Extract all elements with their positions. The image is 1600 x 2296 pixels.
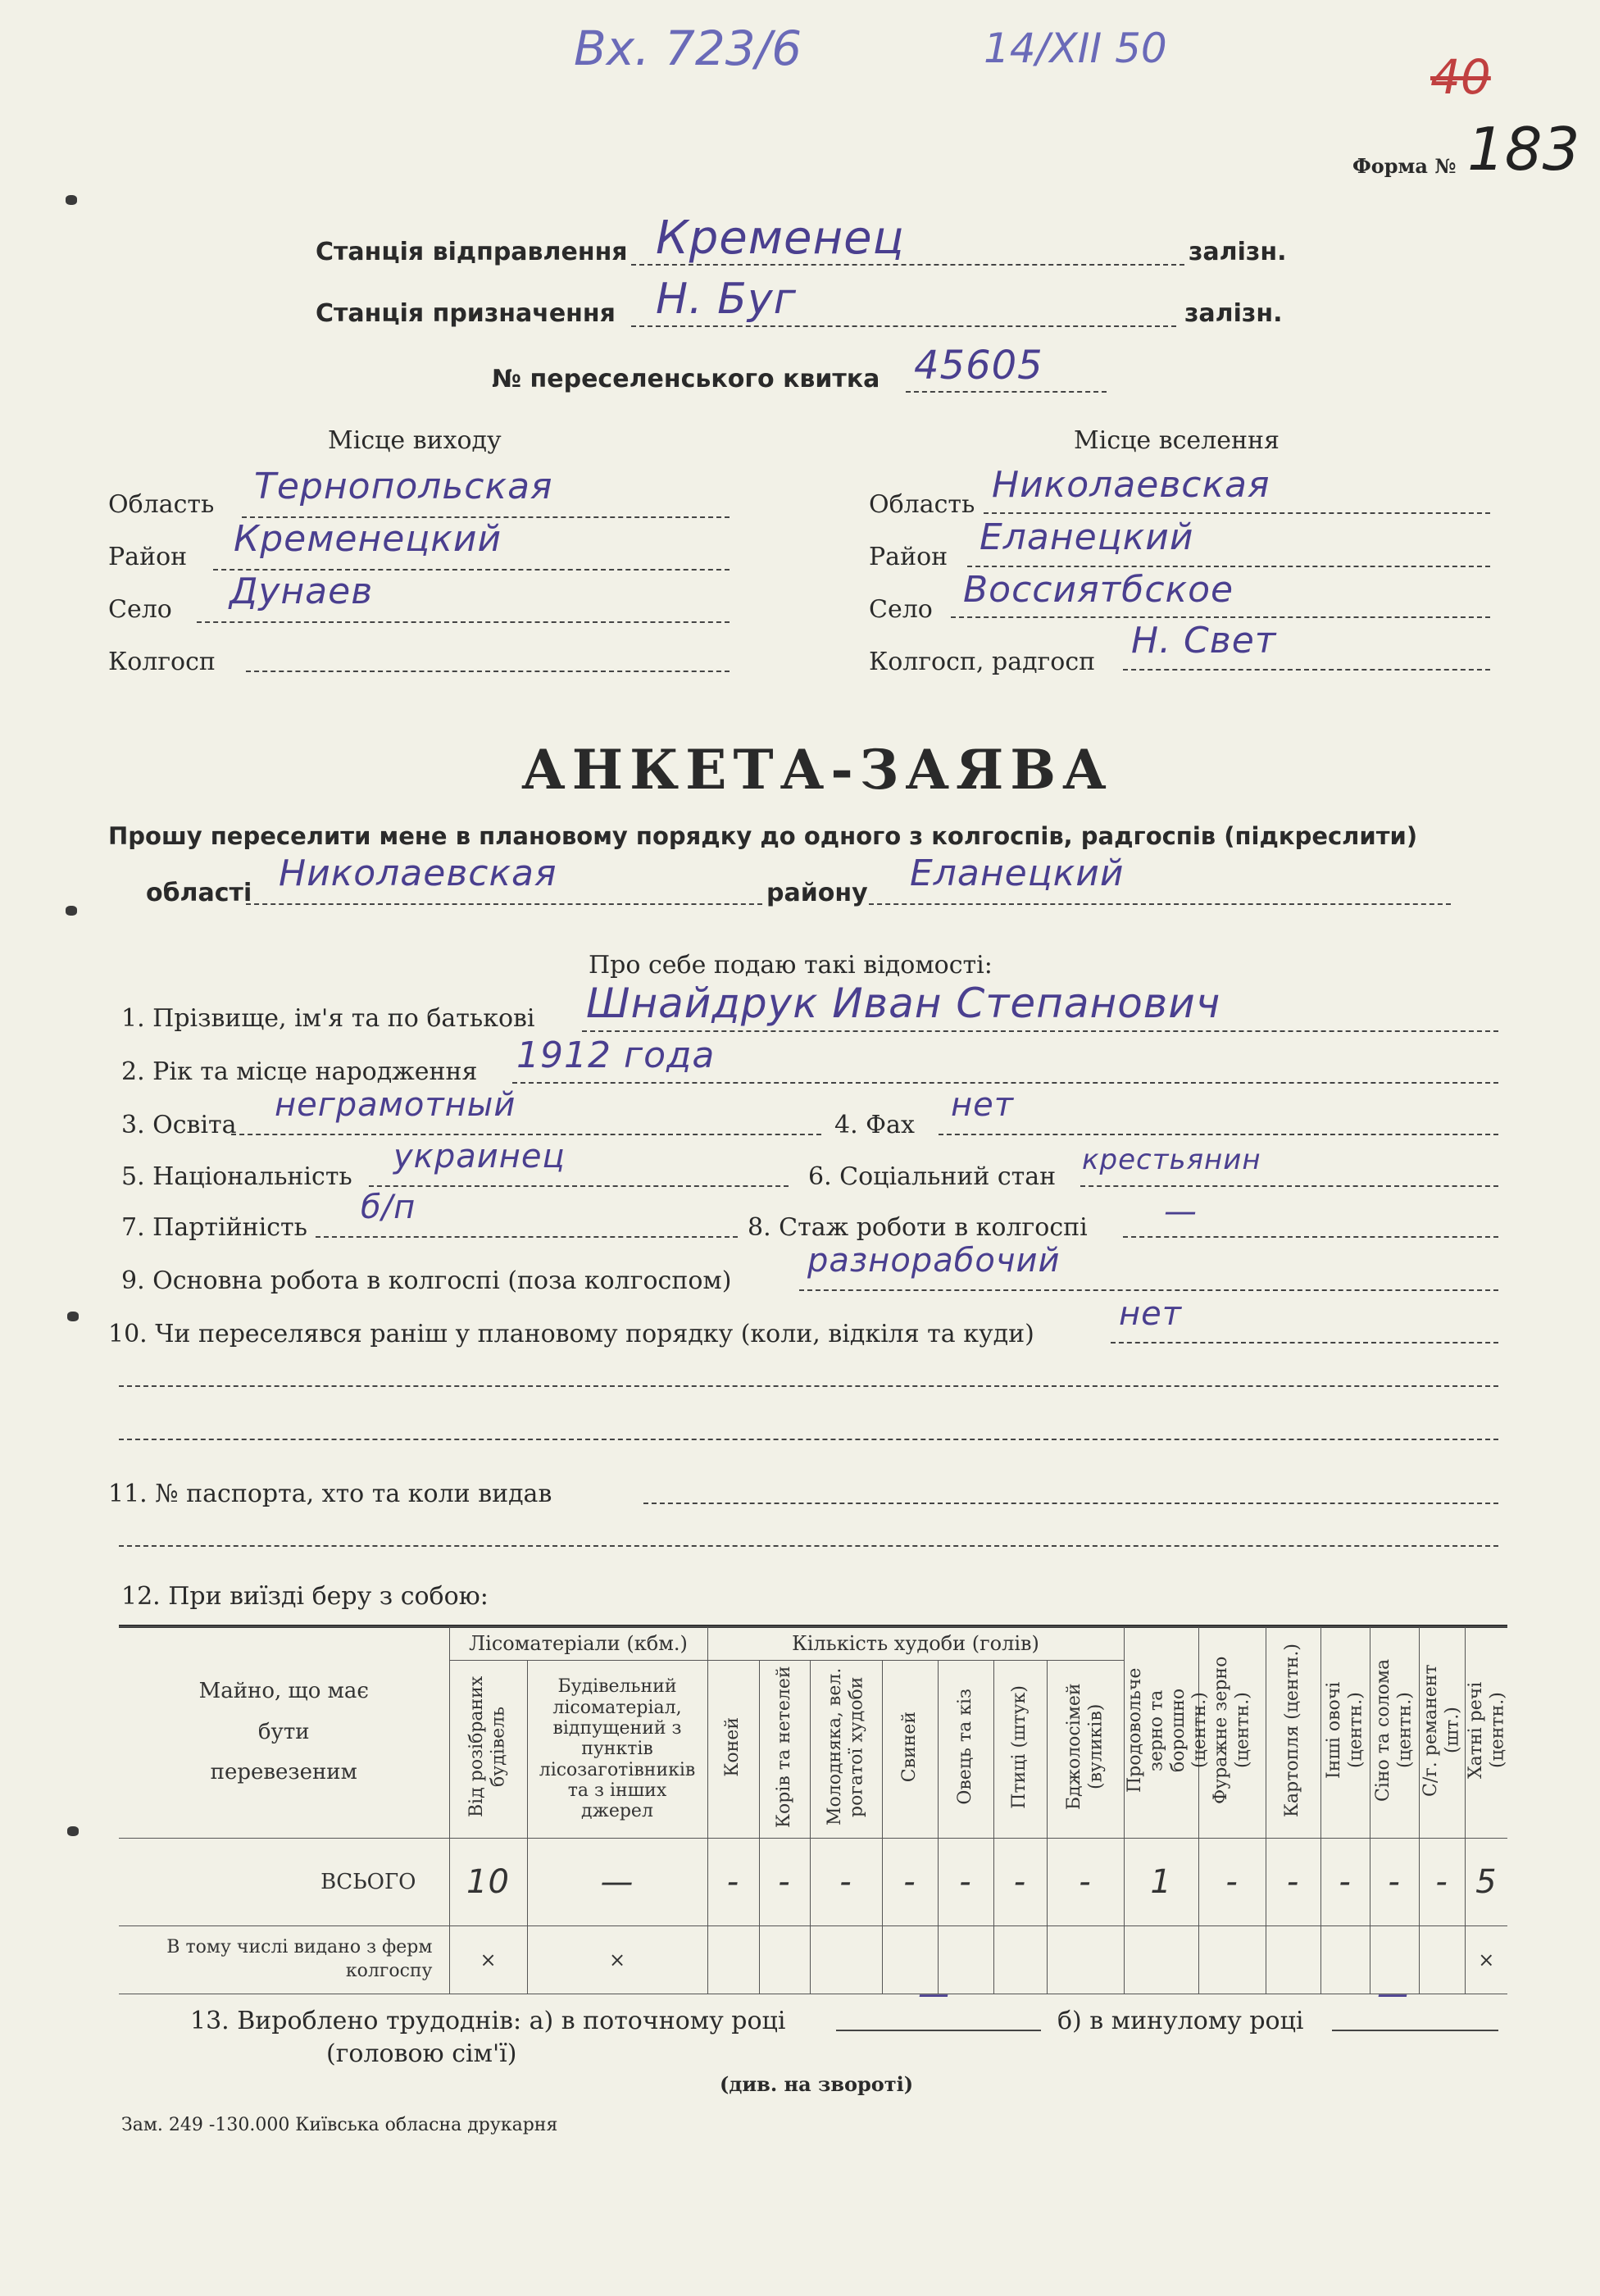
settle-kolhosp-value: Н. Свет <box>1131 620 1277 662</box>
col-fodder-grain: Фуражне зерно (центн.) <box>1198 1627 1266 1839</box>
settle-raion-label: Район <box>869 543 948 571</box>
item3-value: неграмотный <box>275 1086 516 1124</box>
total-cell: - <box>993 1839 1047 1926</box>
col-food-grain: Продовольче зерно та борошно (центн.) <box>1124 1627 1198 1839</box>
ticket-line <box>906 391 1107 393</box>
item10-line-3 <box>119 1439 1498 1440</box>
item6-label: 6. Соціальний стан <box>808 1162 1057 1191</box>
rail1-label: залізн. <box>1189 238 1287 266</box>
see-reverse-note: (див. на звороті) <box>720 2072 914 2096</box>
request-raion-label: району <box>766 879 868 907</box>
item8-line <box>1123 1236 1498 1238</box>
request-raion-value: Еланецкий <box>910 852 1125 894</box>
archive-ref-pencil: Вх. 723/6 <box>574 20 802 76</box>
item9-label: 9. Основна робота в колгоспі (поза колгоспом) <box>121 1266 732 1295</box>
punch-hole <box>67 1312 79 1321</box>
rail2-label: залізн. <box>1184 299 1283 328</box>
item3-line <box>231 1134 821 1135</box>
farm-cell <box>993 1926 1047 1994</box>
item13-b-line <box>1332 2030 1498 2031</box>
item1-line <box>582 1030 1498 1032</box>
station-to-line <box>631 325 1176 327</box>
exit-oblast-label: Область <box>108 490 215 519</box>
total-cell: - <box>882 1839 938 1926</box>
item2-value: 1912 года <box>516 1034 716 1076</box>
new-number-pencil: 183 <box>1467 115 1580 184</box>
item9-line <box>799 1289 1498 1291</box>
item13-b-label: б) в минулому році <box>1057 2007 1304 2035</box>
punch-hole <box>66 906 77 916</box>
settle-heading: Місце вселення <box>1074 426 1280 455</box>
settle-selo-label: Село <box>869 595 933 624</box>
exit-raion-label: Район <box>108 543 188 571</box>
item10-line <box>1111 1342 1498 1344</box>
settle-selo-line <box>951 616 1490 618</box>
form-title: АНКЕТА-ЗАЯВА <box>521 738 1113 802</box>
item2-line <box>512 1082 1498 1084</box>
farm-cell <box>1320 1926 1370 1994</box>
request-line: Прошу переселити мене в плановому порядку до одного з колгоспів, радгоспів (підкреслити) <box>108 822 1418 850</box>
item13-a-value: — <box>918 1975 950 2012</box>
item5-value: украинец <box>393 1138 566 1175</box>
col-implements: С/г. реманент (шт.) <box>1419 1627 1465 1839</box>
station-from-label: Станція відправлення <box>316 238 628 266</box>
item1-value: Шнайдрук Иван Степанович <box>586 980 1221 1027</box>
exit-heading: Місце виходу <box>328 426 502 455</box>
exit-raion-value: Кременецкий <box>234 518 502 560</box>
punch-hole <box>66 195 77 205</box>
item7-label: 7. Партійність <box>121 1213 307 1242</box>
col-poultry: Птиці (штук) <box>993 1661 1047 1839</box>
item13-sub: (головою сім'ї) <box>326 2039 517 2068</box>
item7-value: б/п <box>361 1189 416 1226</box>
farm-cell: × <box>449 1926 527 1994</box>
station-to-label: Станція призначення <box>316 299 616 328</box>
settle-kolhosp-label: Колгосп, радгосп <box>869 648 1096 676</box>
row-header-text: Майно, що має бути перевезеним <box>198 1679 369 1785</box>
total-cell: - <box>1370 1839 1419 1926</box>
item11-line-2 <box>119 1545 1498 1547</box>
total-cell: 1 <box>1124 1839 1198 1926</box>
belongings-table <box>119 1626 1507 1994</box>
total-cell: 10 <box>449 1839 527 1926</box>
settle-raion-line <box>967 566 1490 567</box>
old-number-pencil: 40 <box>1430 49 1491 105</box>
item12-label: 12. При виїзді беру з собою: <box>121 1582 489 1611</box>
farm-cell <box>1124 1926 1198 1994</box>
col-pigs: Свиней <box>882 1661 938 1839</box>
total-cell: - <box>810 1839 882 1926</box>
total-label: ВСЬОГО <box>119 1839 449 1926</box>
item7-line <box>316 1236 738 1238</box>
item3-label: 3. Освіта <box>121 1111 237 1139</box>
item10-line-2 <box>119 1385 1498 1387</box>
punch-hole <box>67 1826 79 1836</box>
total-cell: - <box>1320 1839 1370 1926</box>
exit-selo-line <box>197 621 730 623</box>
station-to-value: Н. Буг <box>656 275 797 324</box>
col-horses: Коней <box>707 1661 759 1839</box>
col-potato: Картопля (центн.) <box>1266 1627 1320 1839</box>
item9-value: разнорабочий <box>807 1242 1061 1280</box>
farm-label: В тому числі видано з ферм колгоспу <box>119 1926 449 1994</box>
col-dismantled: Від розібраних будівель <box>449 1661 527 1839</box>
farm-cell <box>1419 1926 1465 1994</box>
col-bees: Бджолосімей (вуликів) <box>1047 1661 1124 1839</box>
item13-a-line <box>836 2030 1041 2031</box>
farm-cell <box>707 1926 759 1994</box>
item2-label: 2. Рік та місце народження <box>121 1057 478 1086</box>
farm-cell <box>1198 1926 1266 1994</box>
lumber-group-header: Лісоматеріали (кбм.) <box>449 1627 707 1661</box>
total-cell: - <box>707 1839 759 1926</box>
ticket-value: 45605 <box>914 343 1043 389</box>
col-cows: Корів та нетелей <box>759 1661 810 1839</box>
item10-value: нет <box>1119 1295 1183 1333</box>
item5-line <box>369 1185 789 1187</box>
request-oblast-line <box>246 903 762 905</box>
request-oblast-value: Николаевская <box>279 852 557 894</box>
total-cell: - <box>938 1839 993 1926</box>
col-household: Хатні речі (центн.) <box>1465 1627 1507 1839</box>
farm-cell <box>1266 1926 1320 1994</box>
settle-oblast-line <box>984 512 1490 514</box>
total-cell: - <box>1266 1839 1320 1926</box>
item4-label: 4. Фах <box>834 1111 915 1139</box>
item8-label: 8. Стаж роботи в колгоспі <box>748 1213 1088 1242</box>
item8-value: — <box>1164 1193 1198 1230</box>
item13-label: 13. Вироблено трудоднів: а) в поточному році <box>190 2007 786 2035</box>
total-cell: 5 <box>1465 1839 1507 1926</box>
col-building-lumber: Будівельний лісоматеріал, відпущений з пунктів лісозаготівників та з інших джерел <box>527 1661 707 1839</box>
farm-cell: × <box>1465 1926 1507 1994</box>
total-cell: - <box>1419 1839 1465 1926</box>
exit-kolhosp-line <box>246 671 730 672</box>
total-cell: - <box>1198 1839 1266 1926</box>
item13-b-value: — <box>1377 1975 1409 2012</box>
ticket-label: № переселенського квитка <box>492 365 880 393</box>
settle-selo-value: Воссиятбское <box>963 569 1234 611</box>
item1-label: 1. Прізвище, ім'я та по батькові <box>121 1004 535 1033</box>
printer-imprint: Зам. 249 -130.000 Київська обласна друкарня <box>121 2115 558 2135</box>
table-row-farm <box>119 1926 1507 1994</box>
col-sheep: Овець та кіз <box>938 1661 993 1839</box>
col-vegetables: Інші овочі (центн.) <box>1320 1627 1370 1839</box>
item6-value: крестьянин <box>1082 1143 1261 1176</box>
archive-date-pencil: 14/XII 50 <box>984 25 1167 72</box>
settle-raion-value: Еланецкий <box>980 516 1194 558</box>
request-oblast-label: області <box>146 879 252 907</box>
col-hay: Сіно та солома (центн.) <box>1370 1627 1419 1839</box>
exit-selo-value: Дунаев <box>230 571 374 612</box>
item10-label: 10. Чи переселявся раніш у плановому порядку (коли, відкіля та куди) <box>108 1320 1034 1348</box>
farm-cell <box>810 1926 882 1994</box>
farm-cell <box>1047 1926 1124 1994</box>
request-raion-line <box>869 903 1451 905</box>
item4-value: нет <box>951 1086 1015 1124</box>
settle-oblast-value: Николаевская <box>992 464 1270 506</box>
col-young-cattle: Молодняка, вел. рогатої худоби <box>810 1661 882 1839</box>
item6-line <box>1080 1185 1498 1187</box>
exit-selo-label: Село <box>108 595 172 624</box>
settle-oblast-label: Область <box>869 490 975 519</box>
cattle-group-header: Кількість худоби (голів) <box>707 1627 1124 1661</box>
station-from-value: Кременец <box>656 211 905 265</box>
total-cell: - <box>759 1839 810 1926</box>
exit-oblast-value: Тернопольская <box>254 466 553 507</box>
settle-kolhosp-line <box>1123 669 1490 671</box>
item5-label: 5. Національність <box>121 1162 352 1191</box>
total-cell: — <box>527 1839 707 1926</box>
item11-label: 11. № паспорта, хто та коли видав <box>108 1480 552 1508</box>
row-header-cell <box>119 1627 449 1839</box>
forma-label: Форма № <box>1352 154 1457 178</box>
item4-line <box>939 1134 1498 1135</box>
table-row-total <box>119 1839 1507 1926</box>
farm-cell: × <box>527 1926 707 1994</box>
intro-text: Про себе подаю такі відомості: <box>589 951 993 980</box>
total-cell: - <box>1047 1839 1124 1926</box>
exit-kolhosp-label: Колгосп <box>108 648 216 676</box>
item11-line <box>643 1503 1498 1504</box>
farm-cell <box>759 1926 810 1994</box>
